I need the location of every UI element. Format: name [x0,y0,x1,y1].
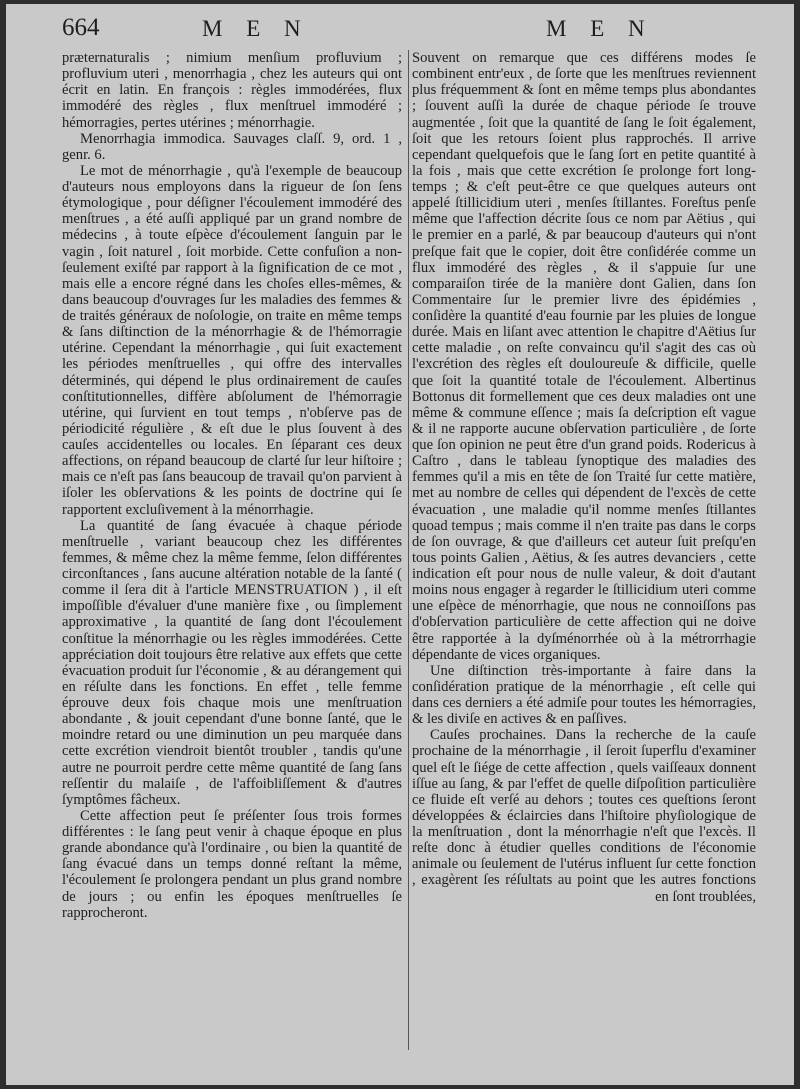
paragraph: Cauſes prochaines. Dans la recherche de la cauſe prochaine de la ménorrhagie , il ſeroit ſuperflu d'examiner quel eſt le ſiége de cette affection , quels vaiſſeaux donnent iſſue au ſang, & par l'effet de quelle diſpoſition particulière ce fluide eſt verſé au dehors ; toutes ces queſtions ſeront développées & éclaircies dans l'hiſtoire phyſiologique de la menſtruation , dont la ménorrhagie n'eſt que l'excès. Il reſte donc à étudier quelles conditions de l'économie animale ou ſeulement de l'utérus influent ſur cette fonction , exagèrent ſes réſultats au point que les autres fonctions en ſont troublées, [412,727,756,905]
paragraph: Menorrhagia immodica. Sauvages claſſ. 9, ord. 1 , genr. 6. [62,130,402,163]
left-column [62,50,402,1080]
right-column [412,50,756,1080]
page-header [6,4,794,44]
paragraph: La quantité de ſang évacuée à chaque période menſtruelle , variant beaucoup chez les différentes femmes, & même chez la même femme, ſelon différentes circonſtances , ſans aucune altération notable de la ſanté ( comme il ſera dit à l'article MENSTRUATION ) , il eſt impoſſible d'évaluer d'une manière fixe , ou ſimplement approximative , la quantité de ſang dont l'écoulement conſtitue la ménorrhagie ou les règles immodérées. Cette appréciation doit toujours être relative aux effets que cette évacuation produit ſur l'économie , & au dérangement qui en réſulte dans les fonctions. En effet , telle femme éprouve deux fois chaque mois une menſtruation abondante , & jouit cependant d'une bonne ſanté, que le moindre retard ou une diminution un peu marquée dans cette excrétion viendroit bientôt troubler , tandis qu'une autre ne pourroit perdre cette même quantité de ſang ſans reſſentir du malaiſe , de l'affoibliſſement & d'autres ſymptômes fâcheux. [62,517,402,808]
column-divider [408,50,409,1050]
book-page [6,4,794,1085]
paragraph: Cette affection peut ſe préſenter ſous trois formes différentes : le ſang peut venir à chaque époque en plus grande abondance qu'à l'ordinaire , ou bien la quantité de ſang évacué dans un temps donné reſtant la même, l'écoulement ſe prolongera pendant un plus grand nombre de jours ; ou enfin les époques menſtruelles ſe rapprocheront. [62,807,402,921]
page-number: 664 [62,14,100,41]
paragraph: Une diſtinction très-importante à faire dans la conſidération pratique de la ménorrhagie , eſt celle qui dans ces derniers a été admiſe pour toutes les hémorragies, & les diviſe en actives & en paſſives. [412,662,756,728]
running-head-left: M E N [202,16,310,41]
paragraph: Souvent on remarque que ces différens modes ſe combinent entr'eux , de ſorte que les menſtrues reviennent plus fréquemment & ſont en même temps plus abondantes ; ſouvent auſſi la durée de chaque période ſe trouve augmentée , ſoit que la quantité de ſang le ſoit également, ſoit que les retours ſoient plus rapprochés. Il arrive cependant quelquefois que le ſang ſort en petite quantité à la fois , mais que cette excrétion ſe prolonge fort long-temps ; & c'eſt peut-être ce que quelques auteurs ont appelé ſtillicidium uteri , menſes ſtillantes. Foreſtus penſe même que l'affection décrite ſous ce nom par Aëtius , qui le premier en a parlé, & par beaucoup d'auteurs qui n'ont preſque fait que le copier, doit être conſidérée comme un flux immodéré des règles , & il s'appuie ſur une comparaiſon tirée de la manière dont Galien, dans ſon Commentaire ſur le premier livre des épidémies , conſidère la quantité d'eau fournie par les pluies de longue durée. Mais en liſant avec attention le chapitre d'Aëtius ſur cette maladie , on reſte convaincu qu'il s'agit des cas où l'excrétion des règles eſt douloureuſe & difficile, quelle que ſoit la quantité totale de l'écoulement. Albertinus Bottonus dit formellement que ces deux maladies ont une même & commune eſſence ; mais ſa deſcription eſt vague & il ne rapporte aucune obſervation particulière , de ſorte que ſon opinion ne peut être d'un grand poids. Rodericus à Caſtro , dans le tableau ſynoptique des maladies des femmes qu'il a mis en tête de ſon Traité ſur cette matière, met au nombre de celles qui dépendent de l'excès de cette évacuation , une maladie qu'il nomme menſes ſtillantes quoad tempus ; mais comme il n'en traite pas dans le corps de ſon ouvrage, & que d'ailleurs cet auteur ſuit preſqu'en tous points Galien , Aëtius, & ſes autres devanciers , cette indication eſt pour nous de nulle valeur, & doit d'autant moins nous engager à regarder le ſtillicidium uteri comme une eſpèce de ménorrhagie, que nous ne connoiſſons pas d'obſervation particulière de cette affection qui ne doive être rapportée à la dyſménorrhée où à la métrorrhagie dépendante de vices organiques. [412,50,756,663]
paragraph: præternaturalis ; nimium menſium profluvium ; profluvium uteri , menorrhagia , chez les auteurs qui ont écrit en latin. En françois : règles immodérées, flux immodéré des règles , flux menſtruel immodéré ; hémorragies, pertes utérines ; ménorrhagie. [62,50,402,131]
paragraph: Le mot de ménorrhagie , qu'à l'exemple de beaucoup d'auteurs nous employons dans la rigueur de ſon ſens étymologique , pour déſigner l'écoulement immodéré des menſtrues , a été auſſi appliqué par un grand nombre de médecins , à toute eſpèce d'écoulement ſanguin par le vagin , ſoit naturel , ſoit morbide. Cette confuſion a non-ſeulement exiſté par rapport à la ſignification de ce mot , mais elle a encore régné dans les choſes elles-mêmes, & dans beaucoup d'ouvrages ſur les maladies des femmes & de traités généraux de noſologie, on traite en même temps & ſans diſtinction de la ménorrhagie & de l'hémorragie utérine. Cependant la ménorrhagie , qui ſuit exactement les périodes menſtruelles , qui offre des intervalles déterminés, qui dépend le plus ordinairement de cauſes conſtitutionnelles, diffère abſolument de l'hémorragie utérine, qui ſurvient en tout temps , n'obſerve pas de périodicité régulière , & eſt due le plus ſouvent à des cauſes accidentelles ou locales. En ſéparant ces deux affections, on répand beaucoup de clarté ſur leur hiſtoire ; mais ce n'eſt pas ſans beaucoup de travail qu'on parvient à iſoler les obſervations & les points de doctrine qui ſe rapportent excluſivement à la ménorrhagie. [62,162,402,518]
running-head-right: M E N [546,16,654,41]
